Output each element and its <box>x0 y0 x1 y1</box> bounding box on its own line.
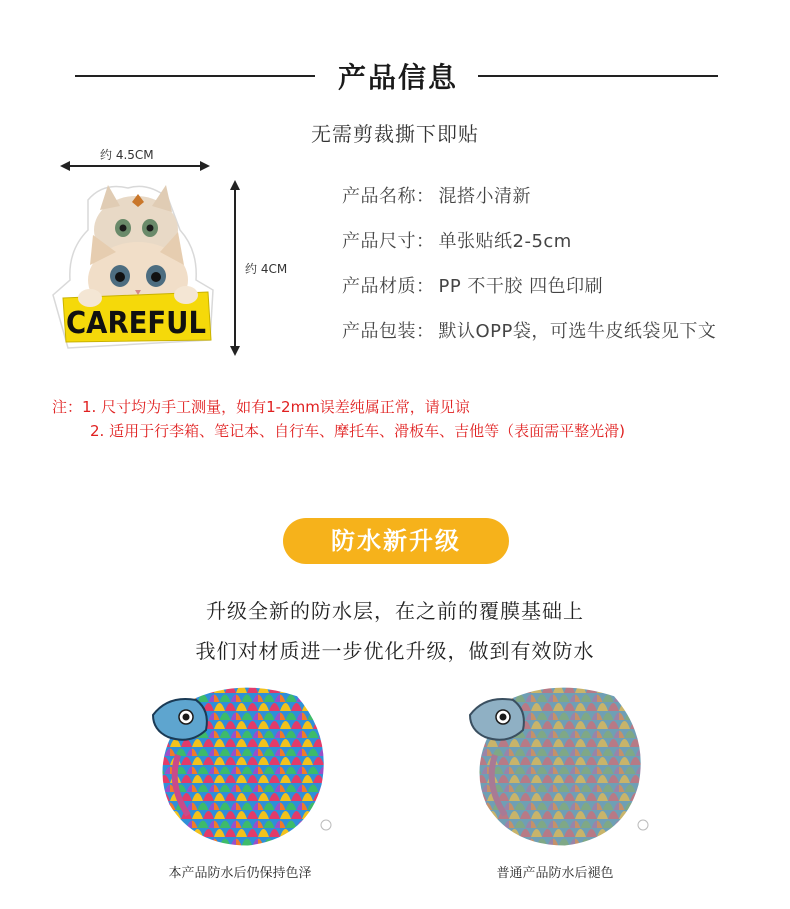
pangolin-sticker-faded-image <box>465 675 650 850</box>
height-dimension-label: 约 4CM <box>245 262 288 276</box>
pangolin-sticker-vivid-image <box>148 675 333 850</box>
info-item-material <box>342 272 716 317</box>
waterproof-badge: 防水新升级 <box>283 518 509 564</box>
info-key: 产品包装： <box>342 321 435 342</box>
product-info-list <box>342 182 716 362</box>
waterproof-description-line-1: 升级全新的防水层，在之前的覆膜基础上 <box>206 599 584 623</box>
title-divider-right <box>478 75 718 77</box>
note-line-1: 注：1. 尺寸均为手工测量，如有1-2mm误差纯属正常，请见谅 <box>52 398 470 416</box>
cat-sticker-image <box>48 180 218 355</box>
info-key: 产品名称： <box>342 186 435 207</box>
info-key: 产品尺寸： <box>342 231 435 252</box>
info-item-size <box>342 227 716 272</box>
height-arrow-icon <box>227 180 243 356</box>
sticker-sign-text: CAREFUL <box>66 306 206 341</box>
width-arrow-icon <box>60 158 210 174</box>
title-divider-left <box>75 75 315 77</box>
info-value: PP 不干胶 四色印刷 <box>438 276 604 297</box>
notes-block <box>52 395 625 443</box>
waterproof-description-line-2: 我们对材质进一步优化升级，做到有效防水 <box>195 639 595 663</box>
info-value: 单张贴纸2-5cm <box>438 231 572 252</box>
section-title-row <box>0 56 790 96</box>
caption-vivid: 本产品防水后仍保持色泽 <box>168 866 312 881</box>
width-dimension-label: 约 4.5CM <box>100 148 154 162</box>
info-key: 产品材质： <box>342 276 435 297</box>
note-line-2: 2. 适用于行李箱、笔记本、自行车、摩托车、滑板车、吉他等（表面需平整光滑) <box>90 422 625 440</box>
info-value: 默认OPP袋，可选牛皮纸袋见下文 <box>438 321 717 342</box>
section-subtitle: 无需剪裁撕下即贴 <box>311 122 479 146</box>
info-item-name <box>342 182 716 227</box>
caption-faded: 普通产品防水后褪色 <box>496 866 614 881</box>
info-value: 混搭小清新 <box>438 186 531 207</box>
section-title: 产品信息 <box>337 61 458 94</box>
info-item-packaging <box>342 317 716 362</box>
